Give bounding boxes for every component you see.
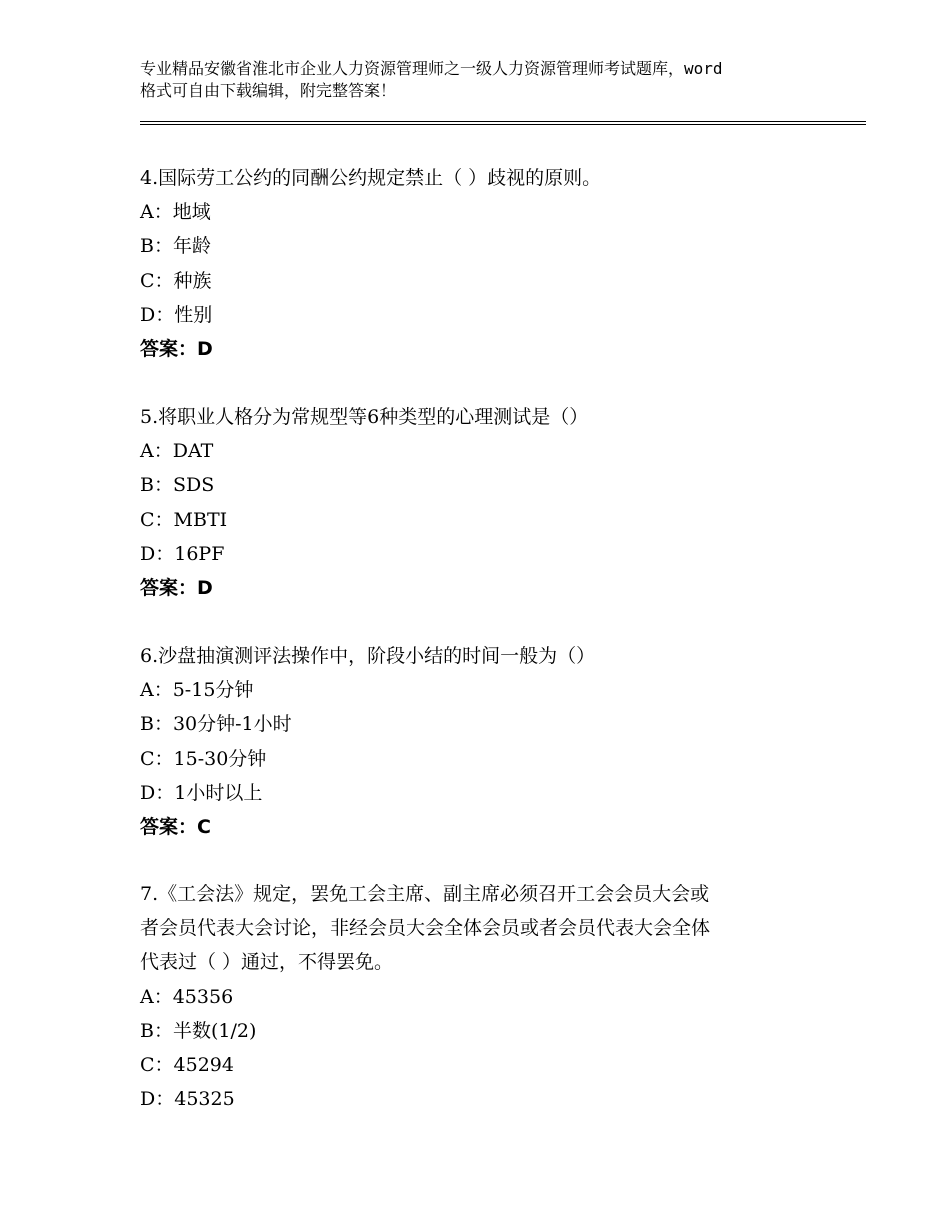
header-line-1: 专业精品安徽省淮北市企业人力资源管理师之一级人力资源管理师考试题库，word xyxy=(140,59,723,78)
question-stem: 6.沙盘抽演测评法操作中，阶段小结的时间一般为（） xyxy=(140,645,596,667)
answer-label: 答案：D xyxy=(140,337,213,360)
option-c: C：种族 xyxy=(140,269,212,292)
question-5 xyxy=(140,400,800,605)
header-line-2: 格式可自由下载编辑，附完整答案！ xyxy=(140,81,397,100)
option-d: D：45325 xyxy=(140,1088,235,1111)
option-a: A：地域 xyxy=(140,201,211,224)
option-d: D：1小时以上 xyxy=(140,781,263,804)
document-header xyxy=(140,58,840,102)
option-b: B：SDS xyxy=(140,474,215,497)
question-4 xyxy=(140,161,800,366)
option-d: D：性别 xyxy=(140,303,213,326)
option-a: A：5-15分钟 xyxy=(140,679,254,702)
option-b: B：30分钟-1小时 xyxy=(140,713,292,736)
option-a: A：DAT xyxy=(140,440,214,463)
answer-label: 答案：D xyxy=(140,576,213,599)
question-stem-line-2: 者会员代表大会讨论，非经会员大会全体会员或者会员代表大会全体 xyxy=(140,917,711,940)
option-a: A：45356 xyxy=(140,985,234,1008)
header-divider-top xyxy=(140,121,866,122)
option-d: D：16PF xyxy=(140,542,225,565)
option-b: B：半数(1/2) xyxy=(140,1019,257,1042)
option-c: C：45294 xyxy=(140,1053,234,1076)
question-6 xyxy=(140,639,800,844)
option-b: B：年龄 xyxy=(140,235,211,258)
question-stem-line-3: 代表过（ ）通过，不得罢免。 xyxy=(140,951,394,974)
question-7 xyxy=(140,877,800,1116)
option-c: C：MBTI xyxy=(140,508,228,531)
question-stem: 5.将职业人格分为常规型等6种类型的心理测试是（） xyxy=(140,406,589,428)
option-c: C：15-30分钟 xyxy=(140,747,267,770)
answer-label: 答案：C xyxy=(140,815,211,838)
question-stem-line-1: 7.《工会法》规定，罢免工会主席、副主席必须召开工会会员大会或 xyxy=(140,883,710,905)
question-stem: 4.国际劳工公约的同酬公约规定禁止（ ）歧视的原则。 xyxy=(140,167,602,189)
header-divider-bottom xyxy=(140,124,866,125)
